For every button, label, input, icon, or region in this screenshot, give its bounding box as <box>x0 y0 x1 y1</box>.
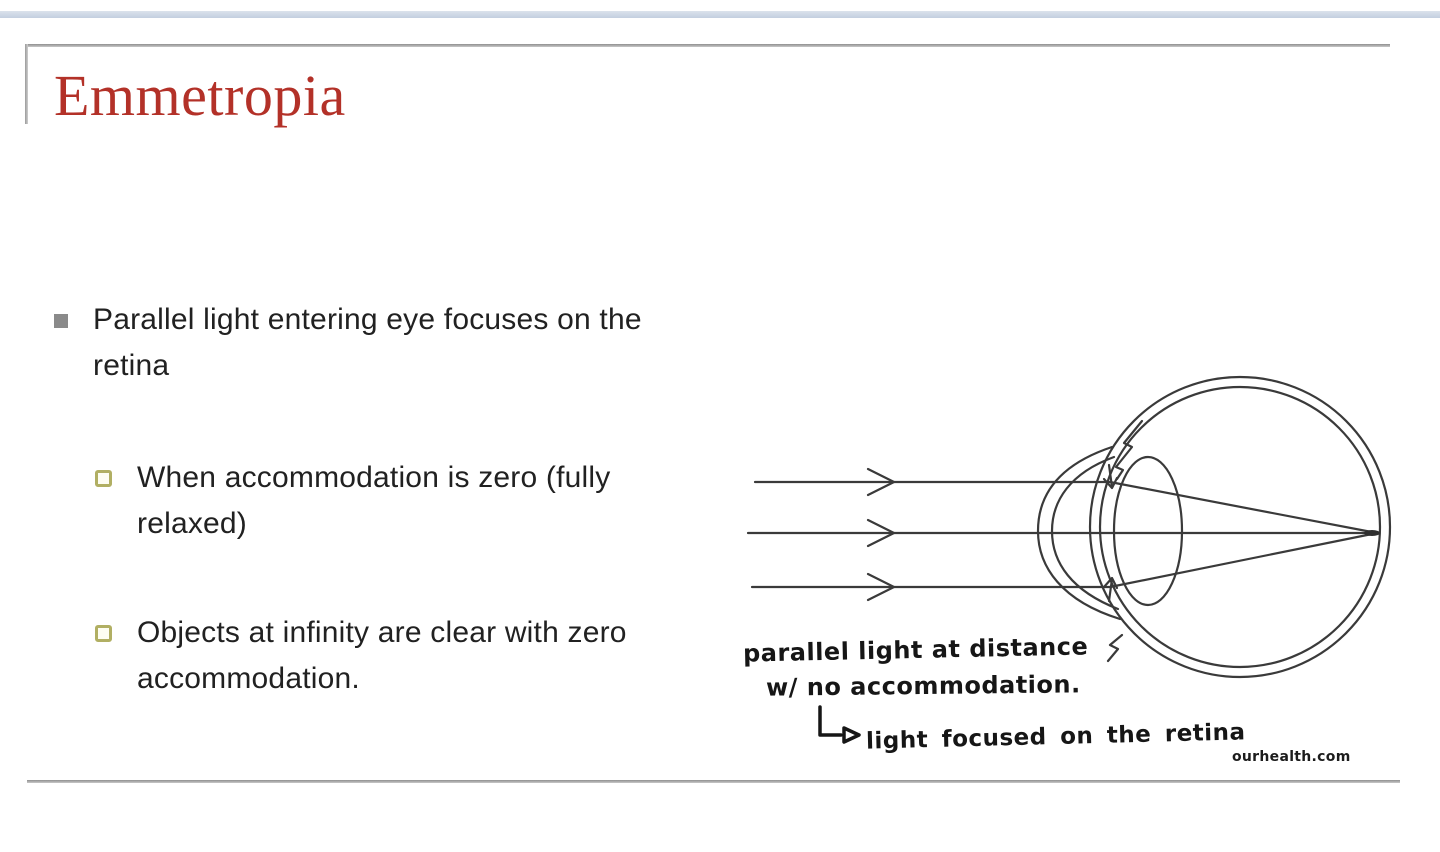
focal-point <box>1364 530 1380 536</box>
watermark: ourhealth.com <box>1232 749 1351 765</box>
annotation-light-focused: light focused on the retina <box>865 719 1246 755</box>
bullet-item <box>54 297 694 389</box>
title-frame-top-line <box>25 44 1390 47</box>
solid-square-bullet-icon <box>54 314 68 328</box>
refracted-ray-bottom <box>1110 533 1377 587</box>
title-frame-left-line <box>25 44 28 124</box>
sub-bullet-text: When accommodation is zero (fully relaxed) <box>137 461 611 540</box>
refracted-ray-top <box>1110 482 1377 533</box>
limbus-bottom-notch <box>1108 635 1122 661</box>
annotation-no-accommodation: w/ no accommodation. <box>765 670 1081 702</box>
sub-bullet-text: Objects at infinity are clear with zero accommodation. <box>137 616 627 695</box>
outline-square-bullet-icon <box>95 625 112 642</box>
slide-title: Emmetropia <box>54 63 346 128</box>
return-arrow-icon <box>814 704 864 748</box>
annotation-parallel-light: parallel light at distance <box>742 632 1089 668</box>
bullet-text: Parallel light entering eye focuses on the retina <box>93 303 642 382</box>
sub-bullet-item <box>95 455 675 547</box>
outline-square-bullet-icon <box>95 470 112 487</box>
sub-bullet-item <box>95 610 675 702</box>
top-accent-bar <box>0 11 1440 18</box>
footer-divider-line <box>27 780 1400 783</box>
lens-outline <box>1114 457 1182 605</box>
eye-inner-outline <box>1100 387 1380 667</box>
